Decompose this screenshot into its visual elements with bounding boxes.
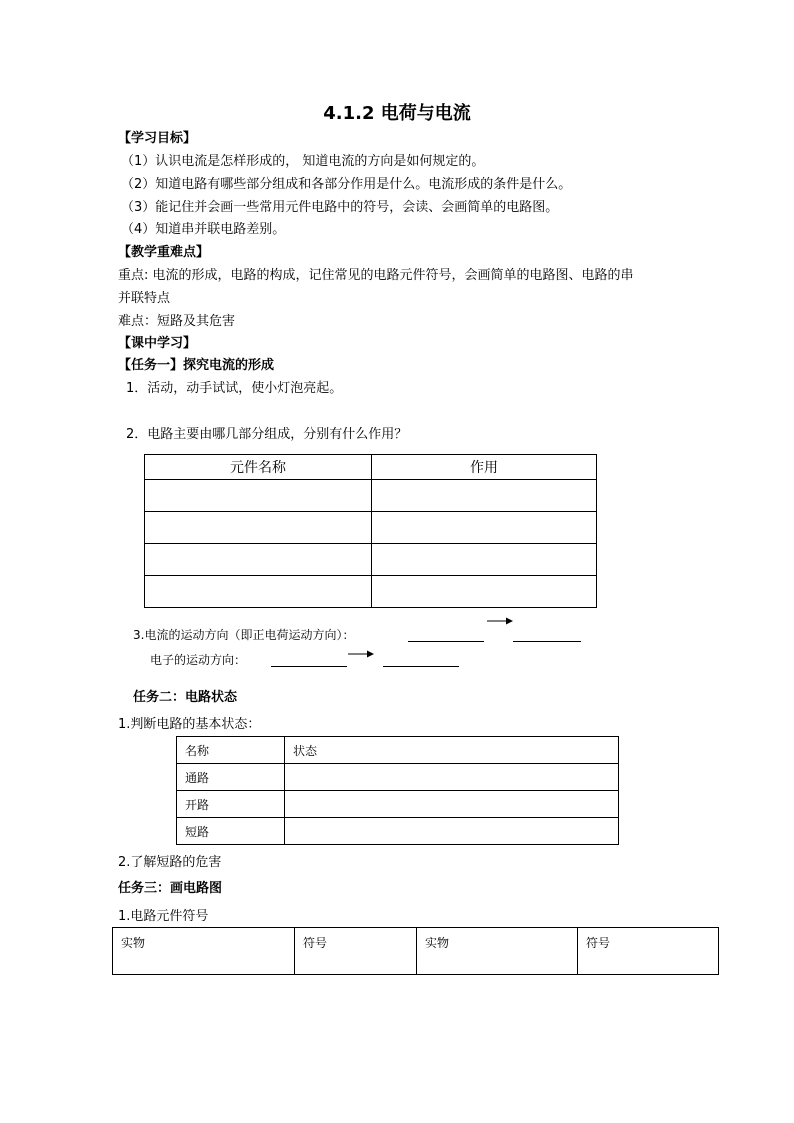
table-cell[interactable] [285, 764, 619, 791]
table-cell[interactable] [285, 791, 619, 818]
row-label-closed-circuit: 通路 [177, 764, 285, 791]
table-cell[interactable] [145, 480, 372, 512]
objectives-heading: 【学习目标】 [118, 131, 197, 146]
objective-item-2: （2）知道电路有哪些部分组成和各部分作用是什么。电流形成的条件是什么。 [121, 177, 572, 192]
table-row [177, 818, 619, 845]
table-header-symbol-1: 符号 [295, 928, 417, 975]
electron-direction-blank-1[interactable] [271, 666, 347, 667]
objective-item-3: （3）能记住并会画一些常用元件电路中的符号，会读、会画简单的电路图。 [121, 200, 559, 215]
electron-direction-label: 电子的运动方向： [150, 653, 247, 667]
table-header-function: 作用 [372, 455, 597, 480]
table-row [177, 791, 619, 818]
page-title: 4.1.2 电荷与电流 [323, 103, 471, 124]
table-cell[interactable] [372, 480, 597, 512]
table-header-object-2: 实物 [417, 928, 578, 975]
table-header-state: 状态 [285, 737, 619, 764]
table-cell[interactable] [372, 512, 597, 544]
objective-item-4: （4）知道串并联电路差别。 [121, 222, 286, 237]
lesson-heading: 【课中学习】 [118, 336, 197, 351]
focus-line-1: 重点: 电流的形成，电路的构成，记住常见的电路元件符号，会画简单的电路图、电路的串 [118, 268, 634, 283]
task3-heading: 任务三：画电路图 [118, 881, 223, 896]
key-points-heading: 【教学重难点】 [118, 245, 210, 260]
task2-item-1: 1.判断电路的基本状态： [118, 717, 261, 732]
task2-heading: 任务二：电路状态 [133, 690, 238, 705]
table-header-symbol-2: 符号 [578, 928, 719, 975]
row-label-short-circuit: 短路 [177, 818, 285, 845]
components-table [144, 454, 597, 608]
table-row [145, 544, 597, 576]
task3-item-1: 1.电路元件符号 [118, 909, 209, 924]
current-direction-blank-2[interactable] [513, 641, 581, 642]
table-row [145, 480, 597, 512]
table-header-object-1: 实物 [113, 928, 295, 975]
row-label-open-circuit: 开路 [177, 791, 285, 818]
difficulty-line: 难点：短路及其危害 [118, 314, 236, 329]
table-cell[interactable] [145, 512, 372, 544]
table-cell[interactable] [372, 544, 597, 576]
task2-item-2: 2.了解短路的危害 [118, 855, 222, 870]
current-direction-label: 3.电流的运动方向（即正电荷运动方向）： [133, 628, 355, 642]
task1-heading: 【任务一】探究电流的形成 [118, 358, 275, 373]
right-arrow-icon [486, 616, 514, 626]
table-row [145, 576, 597, 608]
right-arrow-icon [347, 649, 375, 659]
task1-item-2: 2．电路主要由哪几部分组成，分别有什么作用？ [126, 427, 408, 442]
table-header-component: 元件名称 [145, 455, 372, 480]
table-row [177, 764, 619, 791]
table-header-name: 名称 [177, 737, 285, 764]
electron-direction-blank-2[interactable] [383, 666, 459, 667]
task1-item-1: 1．活动，动手试试，使小灯泡亮起。 [126, 381, 343, 396]
table-row [145, 512, 597, 544]
table-cell[interactable] [372, 576, 597, 608]
table-cell[interactable] [285, 818, 619, 845]
circuit-state-table [176, 736, 619, 845]
table-cell[interactable] [145, 544, 372, 576]
current-direction-blank-1[interactable] [408, 641, 484, 642]
component-symbols-table [112, 927, 719, 975]
focus-line-2: 并联特点 [118, 291, 171, 306]
objective-item-1: （1）认识电流是怎样形成的， 知道电流的方向是如何规定的。 [121, 154, 485, 169]
table-cell[interactable] [145, 576, 372, 608]
